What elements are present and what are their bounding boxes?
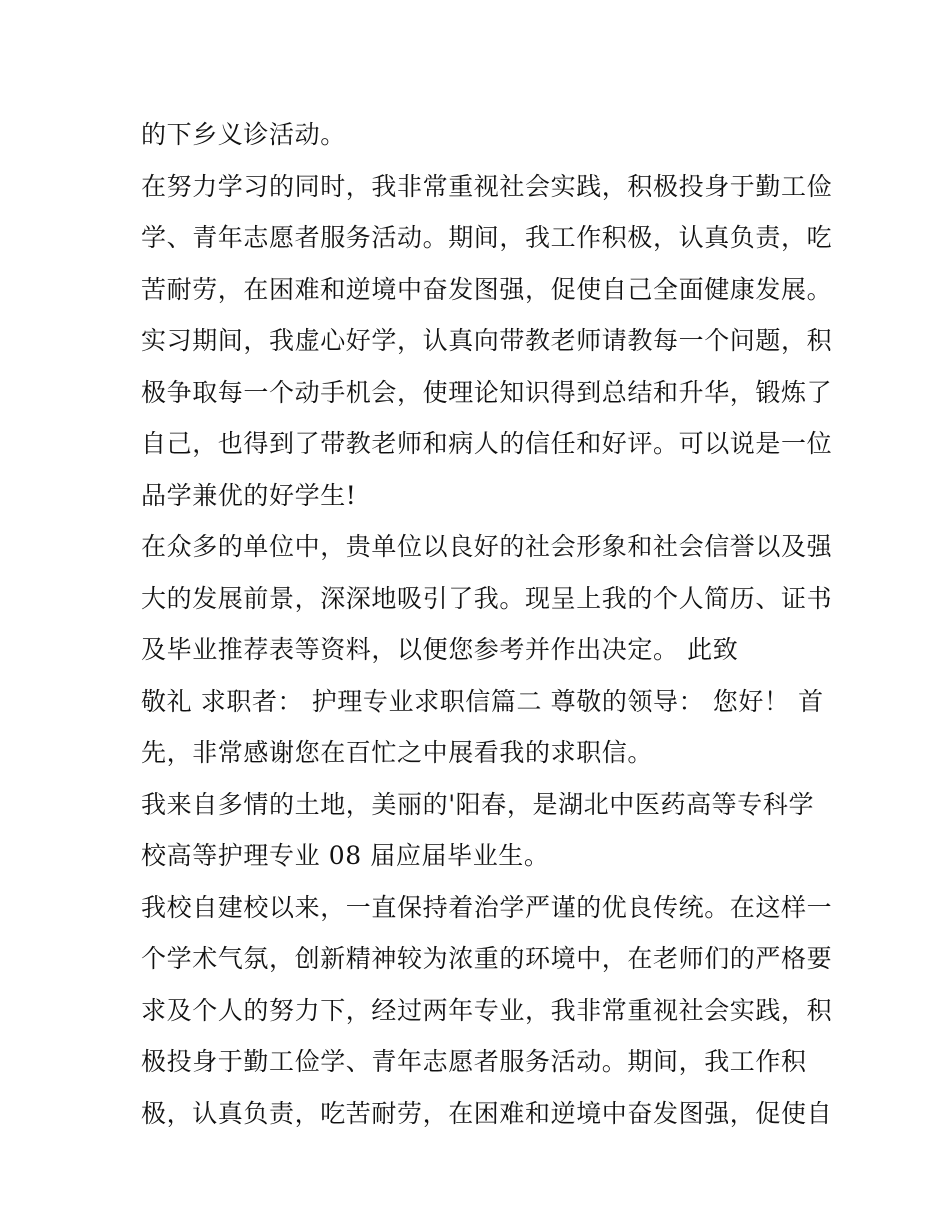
text-line: 实习期间，我虚心好学，认真向带教老师请教每一个问题，积 [141,326,833,355]
text-line: 我来自多情的土地，美丽的'阳春，是湖北中医药高等专科学 [141,789,815,819]
text-line: 苦耐劳，在困难和逆境中奋发图强，促使自己全面健康发展。 [141,274,833,304]
text-line: 敬礼 求职者： 护理专业求职信篇二 尊敬的领导： 您好！ 首 [141,686,824,716]
text-line: 的下乡义诊活动。 [141,120,346,149]
document-body [141,109,833,1139]
text-line: 在众多的单位中，贵单位以良好的社会形象和社会信誉以及强 [141,532,833,561]
text-line: 品学兼优的好学生! [141,480,357,510]
text-line: 求及个人的努力下，经过两年专业，我非常重视社会实践，积 [141,995,833,1025]
text-line: 极投身于勤工俭学、青年志愿者服务活动。期间，我工作积 [141,1047,807,1076]
text-line: 先，非常感谢您在百忙之中展看我的求职信。 [141,738,654,767]
text-line: 在努力学习的同时，我非常重视社会实践，积极投身于勤工俭 [141,171,833,201]
text-line: 极，认真负责，吃苦耐劳，在困难和逆境中奋发图强，促使自 [141,1098,833,1128]
text-line: 自己，也得到了带教老师和病人的信任和好评。可以说是一位 [141,429,833,458]
text-line: 学、青年志愿者服务活动。期间，我工作积极，认真负责，吃 [141,223,833,252]
text-line: 大的发展前景，深深地吸引了我。现呈上我的个人简历、证书 [141,583,833,613]
text-line: 及毕业推荐表等资料，以便您参考并作出决定。 此致 [141,635,739,664]
text-line: 我校自建校以来，一直保持着治学严谨的优良传统。在这样一 [141,892,833,922]
text-line: 校高等护理专业 08 届应届毕业生。 [141,841,550,870]
text-line: 个学术气氛，创新精神较为浓重的环境中，在老师们的严格要 [141,944,833,973]
text-line: 极争取每一个动手机会，使理论知识得到总结和升华，锻炼了 [141,377,833,407]
